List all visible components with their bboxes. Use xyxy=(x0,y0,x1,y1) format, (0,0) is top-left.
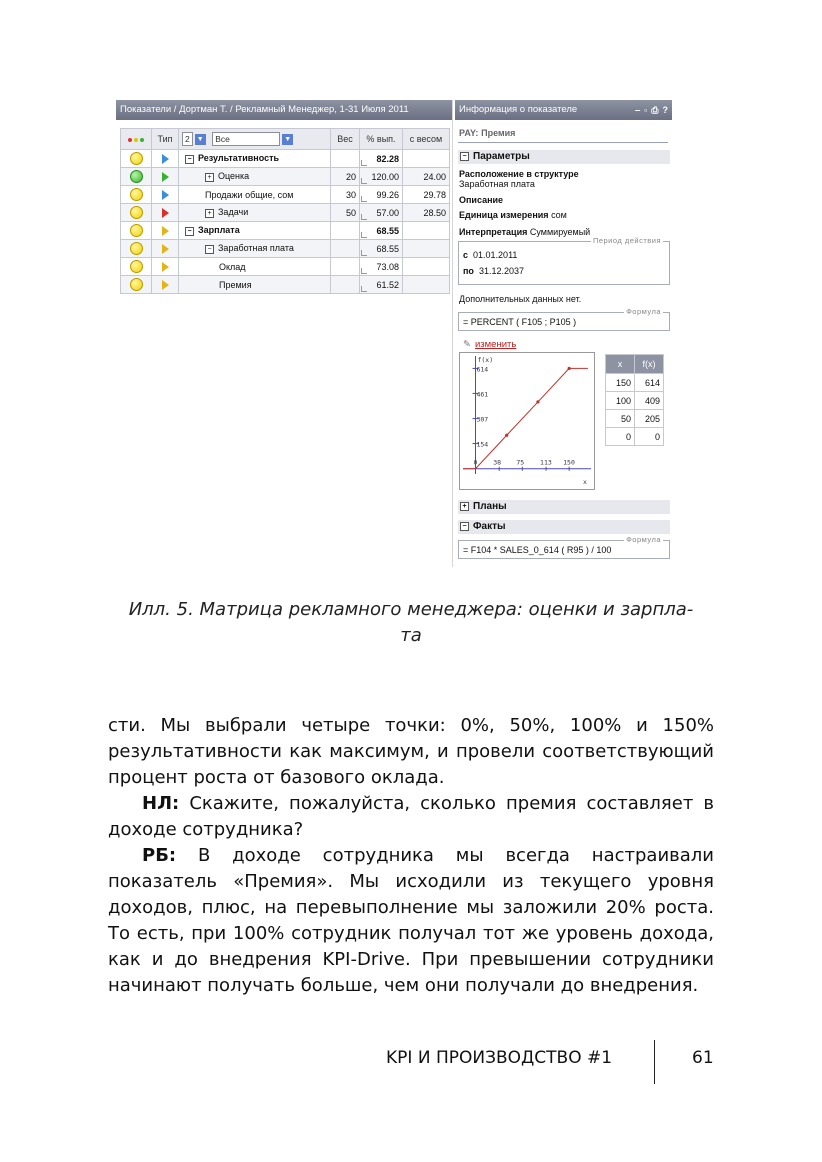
pct-cell xyxy=(360,276,403,294)
xy-header-cell: x xyxy=(606,355,635,374)
print-icon[interactable]: ⎙ xyxy=(651,105,659,115)
indicators-table xyxy=(120,128,450,294)
status-dot-icon xyxy=(130,260,143,273)
indicator-title: PAY: Премия xyxy=(459,128,516,138)
y-tick-label: 154 xyxy=(476,440,489,449)
x-axis-label: x xyxy=(583,478,587,486)
pct-value: 68.55 xyxy=(376,225,399,236)
x-tick-label: 0 xyxy=(473,458,478,467)
status-dot-icon xyxy=(130,206,143,219)
name-cell[interactable] xyxy=(179,276,331,294)
withweight-cell xyxy=(403,258,450,276)
xy-cell: 0 xyxy=(606,428,635,446)
weight-column-header: Вес xyxy=(331,129,360,150)
xy-cell: 0 xyxy=(635,428,664,446)
pct-cell xyxy=(360,186,403,204)
status-column-header xyxy=(121,129,152,150)
pct-value: 61.52 xyxy=(376,279,399,290)
xy-cell: 205 xyxy=(635,410,664,428)
type-arrow-icon xyxy=(162,154,169,164)
weight-cell xyxy=(331,258,360,276)
indicator-name: Оценка xyxy=(218,171,250,182)
status-dot-icon xyxy=(130,152,143,165)
xy-cell: 100 xyxy=(606,392,635,410)
type-cell xyxy=(152,150,179,168)
type-arrow-icon xyxy=(162,262,169,272)
fx-chart xyxy=(459,352,595,490)
y-tick-label: 614 xyxy=(476,365,489,374)
plans-section[interactable]: + Планы xyxy=(458,500,670,514)
withweight-cell xyxy=(403,150,450,168)
expand-icon[interactable]: + xyxy=(205,209,214,218)
help-icon[interactable]: ? xyxy=(662,105,668,115)
status-cell xyxy=(121,186,152,204)
filter-header xyxy=(179,129,331,150)
pct-cell xyxy=(360,240,403,258)
facts-formula-legend: Формула xyxy=(626,535,661,544)
withweight-cell xyxy=(403,240,450,258)
name-cell[interactable] xyxy=(179,204,331,222)
expand-icon[interactable]: + xyxy=(205,173,214,182)
pct-value: 73.08 xyxy=(376,261,399,272)
running-footer: KPI И ПРОИЗВОДСТВО #1 xyxy=(386,1048,613,1068)
indicator-name: Продажи общие, сом xyxy=(205,189,294,200)
facts-formula-text: = F104 * SALES_0_614 ( R95 ) / 100 xyxy=(463,545,612,555)
formula-marker-icon xyxy=(361,214,367,220)
status-cell xyxy=(121,258,152,276)
description-label: Описание xyxy=(459,195,504,205)
xy-row xyxy=(606,392,664,410)
withweight-cell xyxy=(403,276,450,294)
table-row[interactable] xyxy=(121,258,450,276)
pct-cell xyxy=(360,258,403,276)
indicator-name: Заработная плата xyxy=(218,243,294,254)
pct-cell xyxy=(360,168,403,186)
pct-value: 99.26 xyxy=(376,189,399,200)
collapse-icon[interactable]: − xyxy=(185,227,194,236)
type-arrow-icon xyxy=(162,190,169,200)
name-cell[interactable] xyxy=(179,258,331,276)
paragraph-3: РБ: В доходе сотрудника мы всегда настраивали показатель «Премия». Мы исходили из текущего уровня доходов, плюс, на перевыполнение мы заложили 20% роста. То есть, при 100% сотрудник получал тот же уровень дохода, как и до внедрения KPI-Drive. При превышении сотрудники начинают получать больше, чем они получали до внедрения. xyxy=(108,845,714,996)
table-row[interactable] xyxy=(121,186,450,204)
period-to: по 31.12.2037 xyxy=(463,266,524,276)
xy-cell: 150 xyxy=(606,374,635,392)
x-tick-label: 150 xyxy=(563,458,575,467)
screenshot xyxy=(116,100,672,567)
y-tick-label: 461 xyxy=(476,390,489,399)
pct-cell xyxy=(360,150,403,168)
info-panel xyxy=(455,100,672,567)
footer-divider xyxy=(654,1040,655,1084)
formula-legend: Формула xyxy=(626,307,661,316)
filter-select[interactable]: Все xyxy=(212,132,280,146)
xy-cell: 409 xyxy=(635,392,664,410)
formula-marker-icon xyxy=(361,232,367,238)
withweight-cell xyxy=(403,222,450,240)
indicators-title: Показатели / Дортман Т. / Рекламный Менеджер, 1-31 Июля 2011 xyxy=(120,104,409,115)
status-cell xyxy=(121,222,152,240)
collapse-icon[interactable]: − xyxy=(185,155,194,164)
formula-text: = PERCENT ( F105 ; P105 ) xyxy=(463,317,577,327)
chevron-down-icon[interactable]: ▼ xyxy=(195,134,206,145)
paragraph-2: НЛ: Скажите, пожалуйста, сколько премия составляет в доходе сотрудника? xyxy=(108,793,714,840)
type-arrow-icon xyxy=(162,244,169,254)
status-cell xyxy=(121,150,152,168)
structure-value: Заработная плата xyxy=(459,179,535,189)
pct-value: 68.55 xyxy=(376,243,399,254)
weight-cell: 20 xyxy=(331,168,360,186)
facts-formula-box xyxy=(458,535,670,559)
status-cell xyxy=(121,276,152,294)
indicator-name: Премия xyxy=(219,279,252,290)
info-header xyxy=(455,100,672,120)
weight-cell xyxy=(331,150,360,168)
withweight-cell: 28.50 xyxy=(403,204,450,222)
chevron-down-icon[interactable]: ▼ xyxy=(282,134,293,145)
xy-header-cell: f(x) xyxy=(635,355,664,374)
status-cell xyxy=(121,204,152,222)
indicator-name: Результативность xyxy=(198,153,280,164)
y-tick-label: 307 xyxy=(476,415,489,424)
params-section[interactable]: − Параметры xyxy=(458,150,670,164)
weight-cell xyxy=(331,276,360,294)
pct-cell xyxy=(360,222,403,240)
formula-marker-icon xyxy=(361,268,367,274)
type-arrow-icon xyxy=(162,280,169,290)
withweight-column-header: с весом xyxy=(403,129,450,150)
status-dot-icon xyxy=(130,188,143,201)
formula-marker-icon xyxy=(361,196,367,202)
caption-line-2: та xyxy=(400,625,422,646)
indicator-name: Задачи xyxy=(218,207,249,218)
figure-caption xyxy=(100,597,722,649)
x-tick-label: 75 xyxy=(516,458,525,467)
table-row[interactable] xyxy=(121,150,450,168)
pct-column-header: % вып. xyxy=(360,129,403,150)
pencil-icon: ✎ xyxy=(463,339,471,350)
type-cell xyxy=(152,240,179,258)
structure-label: Расположение в структуре xyxy=(459,169,579,179)
data-point xyxy=(505,434,508,437)
formula-marker-icon xyxy=(361,286,367,292)
status-dot-icon xyxy=(130,278,143,291)
table-row[interactable] xyxy=(121,240,450,258)
page-number: 61 xyxy=(692,1048,714,1068)
unit-row: Единица измерения сом xyxy=(459,210,567,220)
xy-cell: 614 xyxy=(635,374,664,392)
status-dot-icon xyxy=(130,242,143,255)
period-from: с 01.01.2011 xyxy=(463,250,518,260)
table-row[interactable] xyxy=(121,204,450,222)
type-arrow-icon xyxy=(162,226,169,236)
formula-marker-icon xyxy=(361,250,367,256)
xy-row xyxy=(606,410,664,428)
collapse-icon: − xyxy=(460,522,469,531)
type-cell xyxy=(152,222,179,240)
interpretation-row: Интерпретация Суммируемый xyxy=(459,227,591,237)
period-box xyxy=(458,236,670,285)
name-cell[interactable] xyxy=(179,222,331,240)
type-arrow-icon xyxy=(162,208,169,218)
period-legend: Период действия xyxy=(592,236,661,245)
indicator-name: Оклад xyxy=(219,261,246,272)
pct-cell xyxy=(360,204,403,222)
table-row[interactable] xyxy=(121,168,450,186)
window-icon[interactable]: ▫ xyxy=(644,105,648,115)
info-title: Информация о показателе xyxy=(459,104,578,115)
table-row[interactable] xyxy=(121,222,450,240)
weight-cell: 30 xyxy=(331,186,360,204)
y-axis-label: f(x) xyxy=(477,356,494,364)
edit-link[interactable]: ✎ изменить xyxy=(463,339,517,350)
xy-row xyxy=(606,374,664,392)
type-cell xyxy=(152,186,179,204)
extra-data-note: Дополнительных данных нет. xyxy=(459,294,582,304)
weight-cell xyxy=(331,240,360,258)
expand-icon: + xyxy=(460,502,469,511)
divider xyxy=(458,142,668,143)
formula-box xyxy=(458,307,670,331)
name-cell[interactable] xyxy=(179,186,331,204)
caption-line-1: Илл. 5. Матрица рекламного менеджера: оценки и зарпла- xyxy=(128,599,694,620)
x-tick-label: 38 xyxy=(493,458,502,467)
withweight-cell: 24.00 xyxy=(403,168,450,186)
minimize-icon[interactable]: ‒ xyxy=(635,105,641,115)
data-point xyxy=(568,367,571,370)
withweight-cell: 29.78 xyxy=(403,186,450,204)
name-cell[interactable] xyxy=(179,168,331,186)
table-row[interactable] xyxy=(121,276,450,294)
type-cell xyxy=(152,204,179,222)
name-cell[interactable] xyxy=(179,150,331,168)
status-dot-icon xyxy=(130,224,143,237)
type-cell xyxy=(152,258,179,276)
status-dot-icon xyxy=(130,170,143,183)
formula-marker-icon xyxy=(361,178,367,184)
facts-section[interactable]: − Факты xyxy=(458,520,670,534)
pct-value: 120.00 xyxy=(371,171,399,182)
weight-cell xyxy=(331,222,360,240)
indicators-header xyxy=(116,100,452,120)
weight-cell: 50 xyxy=(331,204,360,222)
xy-cell: 50 xyxy=(606,410,635,428)
paragraph-1: сти. Мы выбрали четыре точки: 0%, 50%, 100% и 150% результативности как максимум, и провели соответствующий процент роста от базового оклада. xyxy=(108,715,714,788)
collapse-icon: − xyxy=(460,152,469,161)
data-point xyxy=(536,400,539,403)
pct-value: 57.00 xyxy=(376,207,399,218)
status-cell xyxy=(121,168,152,186)
status-cell xyxy=(121,240,152,258)
type-column-header: Тип xyxy=(152,129,179,150)
xy-row xyxy=(606,428,664,446)
collapse-icon[interactable]: − xyxy=(205,245,214,254)
x-tick-label: 113 xyxy=(540,458,552,467)
xy-table xyxy=(605,354,664,446)
indicator-name: Зарплата xyxy=(198,225,240,236)
type-cell xyxy=(152,276,179,294)
level-select[interactable]: 2 xyxy=(182,132,193,146)
indicators-panel xyxy=(116,100,453,567)
type-arrow-icon xyxy=(162,172,169,182)
formula-marker-icon xyxy=(361,160,367,166)
type-cell xyxy=(152,168,179,186)
name-cell[interactable] xyxy=(179,240,331,258)
pct-value: 82.28 xyxy=(376,153,399,164)
